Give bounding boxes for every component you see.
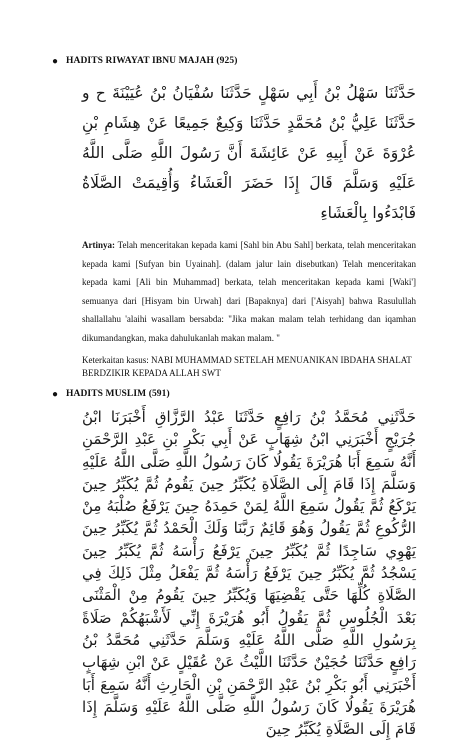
translation-lead: Artinya:: [82, 240, 115, 250]
hadith-arabic-text: حَدَّثَنَا سَهْلُ بْنُ أَبِي سَهْلٍ حَدَّثَنَا سُفْيَانُ بْنُ عُيَيْنَةَ ح و حَدَّثَنَا عَلِيُّ بْنُ مُحَمَّدٍ حَدَّثَنَا وَكِيعٌ جَمِيعًا عَنْ هِشَامِ بْنِ عُرْوَةَ عَنْ أَبِيهِ عَنْ عَائِشَةَ أَنَّ رَسُولَ اللَّهِ صَلَّى اللَّهُ عَلَيْهِ وَسَلَّمَ قَالَ إِذَا حَضَرَ الْعَشَاءُ وَأُقِيمَتْ الصَّلَاةُ فَابْدَءُوا بِالْعَشَاءِ: [82, 84, 416, 222]
hadith-translation: [82, 236, 416, 348]
bullet-icon: ●: [52, 56, 59, 67]
bullet-icon: ●: [52, 389, 59, 400]
case-relation-note: Keterkaitan kasus: NABI MUHAMMAD SETELAH MENUANIKAN IBDAHA SHALAT BERDZIKIR KEPADA ALLAH SWT: [82, 355, 412, 378]
section-heading: [52, 56, 238, 67]
section-heading-text: HADITS RIWAYAT IBNU MAJAH (925): [66, 56, 238, 66]
translation-body: Telah menceritakan kepada kami [Sahl bin Abu Sahl] berkata, telah menceritakan kepada kami [Sufyan bin Uyainah]. (dalam jalur lain disebutkan) Telah menceritakan kepada kami [Ali bin Muhammad] berkata, telah menceritakan kepada kami [Waki'] semuanya dari [Hisyam bin Urwah] dari [Bapaknya] dari ['Aisyah] bahwa Rasulullah shallallahu 'alaihi wasallam bersabda: "Jika makan malam telah terhidang dan iqamhan dikumandangkan, maka dahulukanlah makan malam. ": [82, 240, 416, 343]
section-heading-text: HADITS MUSLIM (591): [66, 389, 170, 399]
hadith-arabic-text: حَدَّثَنِي مُحَمَّدُ بْنُ رَافِعٍ حَدَّثَنَا عَبْدُ الرَّزَّاقِ أَخْبَرَنَا ابْنُ جُرَيْجٍ أَخْبَرَنِي ابْنُ شِهَابٍ عَنْ أَبِي بَكْرِ بْنِ عَبْدِ الرَّحْمَنِ أَنَّهُ سَمِعَ أَبَا هُرَيْرَةَ يَقُولُا كَانَ رَسُولُ اللَّهِ صَلَّى اللَّهُ عَلَيْهِ وَسَلَّمَ إِذَا قَامَ إِلَى الصَّلَاةِ يُكَبِّرُ حِينَ يَقُومُ ثُمَّ يُكَبِّرُ حِينَ يَرْكَعُ ثُمَّ يَقُولُ سَمِعَ اللَّهُ لِمَنْ حَمِدَهُ حِينَ يَرْفَعُ صُلْبَهُ مِنْ الرُّكُوعِ ثُمَّ يَقُولُ وَهُوَ قَائِمٌ رَبَّنَا وَلَكَ الْحَمْدُ ثُمَّ يُكَبِّرُ حِينَ يَهْوِي سَاجِدًا ثُمَّ يُكَبِّرُ حِينَ يَرْفَعُ رَأْسَهُ ثُمَّ يُكَبِّرُ حِينَ يَسْجُدُ ثُمَّ يُكَبِّرُ حِينَ يَرْفَعُ رَأْسَهُ ثُمَّ يَفْعَلُ مِثْلَ ذَلِكَ فِي الصَّلَاةِ كُلِّهَا حَتَّى يَقْضِيَهَا وَيُكَبِّرُ حِينَ يَقُومُ مِنْ الْمَثْنَى بَعْدَ الْجُلُوسِ ثُمَّ يَقُولُ أَبُو هُرَيْرَةَ إِنِّي لَأَشْبَهُكُمْ صَلَاةً بِرَسُولِ اللَّهِ صَلَّى اللَّهُ عَلَيْهِ وَسَلَّمَ حَدَّثَنِي مُحَمَّدُ بْنُ رَافِعٍ حَدَّثَنَا حُجَيْنٌ حَدَّثَنَا اللَّيْثُ عَنْ عُقَيْلٍ عَنْ ابْنِ شِهَابٍ أَخْبَرَنِي أَبُو بَكْرِ بْنُ عَبْدِ الرَّحْمَنِ بْنِ الْحَارِثِ أَنَّهُ سَمِعَ أَبَا هُرَيْرَةَ يَقُولُا كَانَ رَسُولُ اللَّهِ صَلَّى اللَّهُ عَلَيْهِ وَسَلَّمَ إِذَا قَامَ إِلَى الصَّلَاةِ يُكَبِّرُ حِينَ: [82, 408, 416, 739]
section-heading: [52, 389, 170, 400]
